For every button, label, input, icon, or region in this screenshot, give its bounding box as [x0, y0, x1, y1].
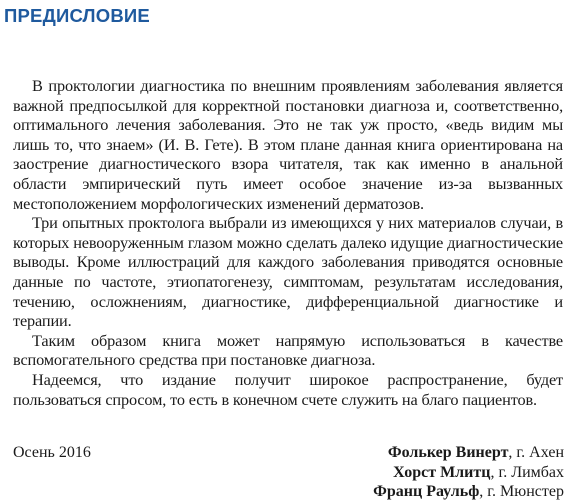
signature-line — [373, 463, 564, 483]
paragraph-4: Надеемся, что издание получит широкое распространение, будет пользоваться спросом, то есть в конечном счете служить на благо пациентов. — [13, 369, 563, 409]
paragraph-2: Три опытных проктолога выбрали из имеющихся у них материалов случаи, в которых невооруженным глазом можно сделать далеко идущие диагностические выводы. Кроме иллюстраций для каждого заболевания приводятся основные данные по частоте, этиопатогенезу, симптомам, результатам исследования, течению, осложнениям, диагностике, дифференциальной диагностике и терапии. — [13, 213, 563, 331]
signature-name: Франц Раульф — [373, 483, 480, 500]
signature-line — [373, 443, 564, 463]
signature-city: , г. Лимбах — [490, 463, 564, 481]
page-title: ПРЕДИСЛОВИЕ — [4, 5, 150, 26]
signature-line — [373, 482, 564, 502]
footer-date: Осень 2016 — [13, 444, 91, 461]
signatures — [373, 443, 564, 502]
signature-city: , г. Мюнстер — [479, 483, 564, 500]
signature-name: Фолькер Винерт — [387, 444, 509, 461]
paragraph-1: В проктологии диагностика по внешним проявлениям заболевания является важной предпосылкой для корректной постановки диагноза и, соответственно, оптимального лечения заболевания. Это не так уж просто, «ведь видим мы лишь то, что знаем» (И. В. Гете). В этом плане данная книга ориентирована на заострение диагностического взора читателя, так как именно в анальной области эмпирический путь имеет особое значение из-за вызванных местоположением морфологических изменений дерматозов. — [13, 76, 563, 213]
preface-body — [13, 76, 563, 409]
signature-city: , г. Ахен — [508, 444, 564, 461]
paragraph-3: Таким образом книга может напрямую использоваться в качестве вспомогательного средства при постановке диагноза. — [13, 330, 563, 370]
signature-name: Хорст Млитц — [393, 463, 491, 481]
